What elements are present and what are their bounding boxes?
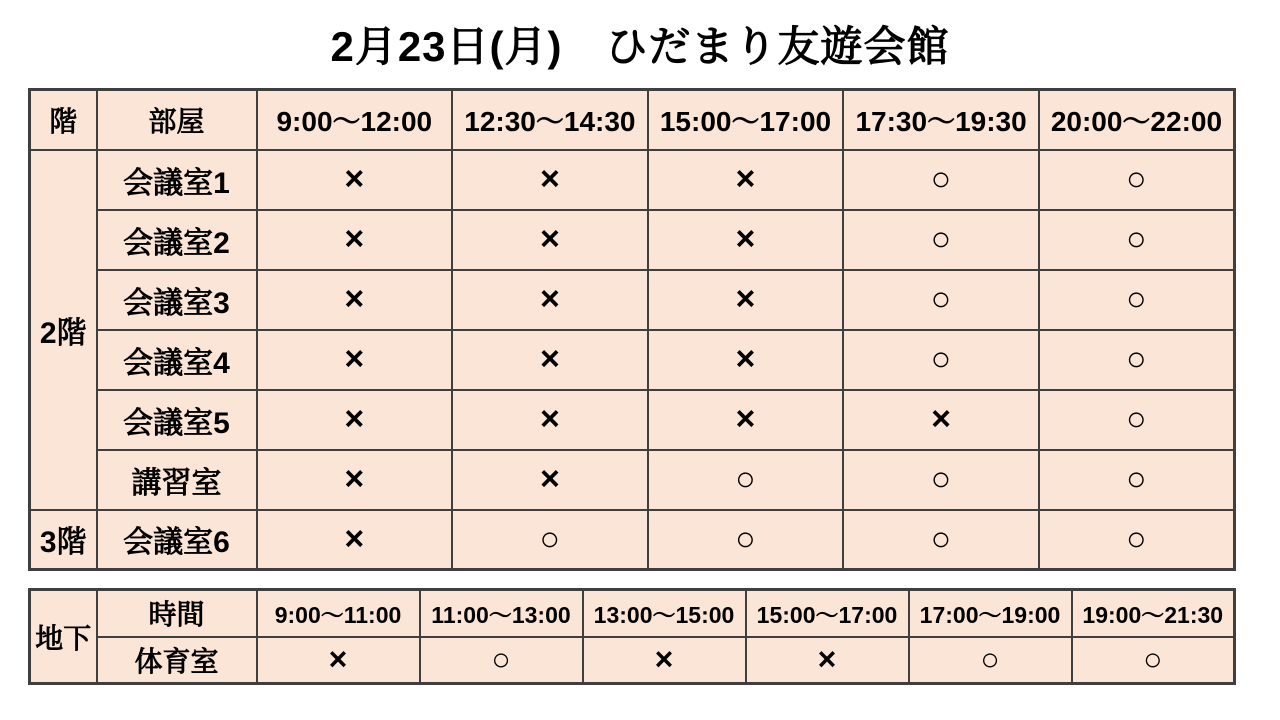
table-row (30, 510, 1235, 570)
availability-cell: ○ (843, 270, 1039, 330)
table-row (30, 210, 1235, 270)
time-slot-header: 12:30～14:30 (452, 90, 648, 150)
availability-cell: ○ (1039, 210, 1235, 270)
table-row (30, 637, 1235, 684)
table-row (30, 330, 1235, 390)
availability-cell: × (452, 390, 648, 450)
availability-cell: × (452, 270, 648, 330)
availability-cell: × (648, 270, 844, 330)
room-name-cell: 会議室2 (97, 210, 257, 270)
room-name-cell: 会議室3 (97, 270, 257, 330)
availability-cell: × (452, 210, 648, 270)
time-slot-header: 19:00～21:30 (1072, 590, 1235, 637)
availability-cell: ○ (843, 330, 1039, 390)
availability-cell: × (257, 330, 453, 390)
room-name-cell: 会議室6 (97, 510, 257, 570)
floors-availability-table (28, 88, 1236, 571)
availability-cell: × (257, 150, 453, 210)
availability-cell: × (843, 390, 1039, 450)
room-name-cell: 体育室 (97, 637, 257, 684)
availability-cell: × (648, 330, 844, 390)
table-row (30, 450, 1235, 510)
time-slot-header: 9:00～12:00 (257, 90, 453, 150)
availability-cell: × (746, 637, 909, 684)
basement-availability-table (28, 588, 1236, 685)
availability-cell: ○ (1039, 270, 1235, 330)
availability-cell: ○ (420, 637, 583, 684)
availability-cell: × (648, 210, 844, 270)
availability-cell: × (452, 150, 648, 210)
availability-cell: × (257, 270, 453, 330)
basement-header-row (30, 590, 1235, 637)
floor-cell-3f: 3階 (30, 510, 97, 570)
table-row (30, 390, 1235, 450)
availability-cell: × (648, 150, 844, 210)
availability-cell: × (452, 450, 648, 510)
availability-cell: ○ (1039, 150, 1235, 210)
availability-cell: × (452, 330, 648, 390)
availability-cell: ○ (1039, 390, 1235, 450)
time-slot-header: 11:00～13:00 (420, 590, 583, 637)
availability-cell: ○ (1039, 510, 1235, 570)
time-row-header: 時間 (97, 590, 257, 637)
floor-column-header: 階 (30, 90, 97, 150)
availability-cell: × (583, 637, 746, 684)
availability-cell: ○ (843, 510, 1039, 570)
header-row (30, 90, 1235, 150)
time-slot-header: 17:30～19:30 (843, 90, 1039, 150)
room-column-header: 部屋 (97, 90, 257, 150)
availability-cell: × (257, 510, 453, 570)
time-slot-header: 13:00～15:00 (583, 590, 746, 637)
floor-cell-basement: 地下 (30, 590, 97, 684)
time-slot-header: 20:00～22:00 (1039, 90, 1235, 150)
availability-cell: ○ (843, 210, 1039, 270)
room-name-cell: 会議室1 (97, 150, 257, 210)
availability-cell: × (257, 450, 453, 510)
availability-cell: ○ (1039, 450, 1235, 510)
availability-cell: ○ (648, 510, 844, 570)
availability-cell: ○ (452, 510, 648, 570)
availability-cell: ○ (843, 150, 1039, 210)
availability-cell: × (257, 390, 453, 450)
time-slot-header: 15:00～17:00 (648, 90, 844, 150)
time-slot-header: 9:00～11:00 (257, 590, 420, 637)
page-title: 2月23日(月) ひだまり友遊会館 (330, 23, 950, 70)
availability-cell: × (257, 637, 420, 684)
availability-cell: ○ (909, 637, 1072, 684)
table-row (30, 270, 1235, 330)
availability-cell: ○ (843, 450, 1039, 510)
room-name-cell: 会議室5 (97, 390, 257, 450)
room-name-cell: 会議室4 (97, 330, 257, 390)
availability-cell: ○ (1072, 637, 1235, 684)
availability-cell: × (257, 210, 453, 270)
availability-cell: × (648, 390, 844, 450)
availability-cell: ○ (648, 450, 844, 510)
time-slot-header: 17:00～19:00 (909, 590, 1072, 637)
room-name-cell: 講習室 (97, 450, 257, 510)
availability-cell: ○ (1039, 330, 1235, 390)
table-row (30, 150, 1235, 210)
floor-cell-2f: 2階 (30, 150, 97, 510)
time-slot-header: 15:00～17:00 (746, 590, 909, 637)
